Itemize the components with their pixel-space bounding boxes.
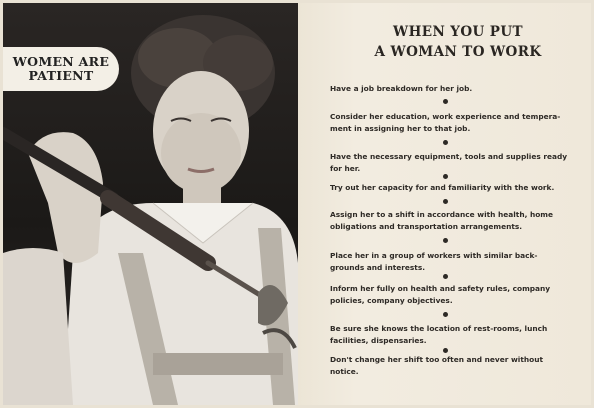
text-page xyxy=(298,3,591,405)
caption-line-1: WOMEN ARE xyxy=(12,54,110,69)
heading-line-2: A WOMAN TO WORK xyxy=(374,44,542,60)
list-item: Consider her education, work experience and tempera-ment in assigning her to that job. xyxy=(330,112,561,133)
bullet-dot xyxy=(443,140,448,145)
list-item: Be sure she knows the location of rest-rooms, lunch facilities, dispensaries. xyxy=(330,324,548,345)
caption-tab xyxy=(3,47,119,91)
list-item: Place her in a group of workers with similar back-grounds and interests. xyxy=(330,251,538,272)
list-item: Have a job breakdown for her job. xyxy=(330,84,473,93)
list-item: Don't change her shift too often and never without notice. xyxy=(330,355,544,376)
bullet-dot xyxy=(443,312,448,317)
list-item: Try out her capacity for and familiarity with the work. xyxy=(330,183,555,192)
bullet-dot xyxy=(443,348,448,353)
photo-page xyxy=(3,3,298,405)
bullet-dot xyxy=(443,274,448,279)
heading-line-1: WHEN YOU PUT xyxy=(393,24,523,40)
list-item: Inform her fully on health and safety rules, company policies, company objectives. xyxy=(330,284,551,305)
bullet-dot xyxy=(443,174,448,179)
bullet-dot xyxy=(443,238,448,243)
bullet-dot xyxy=(443,99,448,104)
list-item: Have the necessary equipment, tools and supplies ready for her. xyxy=(330,152,568,173)
bullet-dot xyxy=(443,199,448,204)
list-item: Assign her to a shift in accordance with health, home obligations and transportation arrangements. xyxy=(330,210,554,231)
caption-line-2: PATIENT xyxy=(28,68,94,83)
